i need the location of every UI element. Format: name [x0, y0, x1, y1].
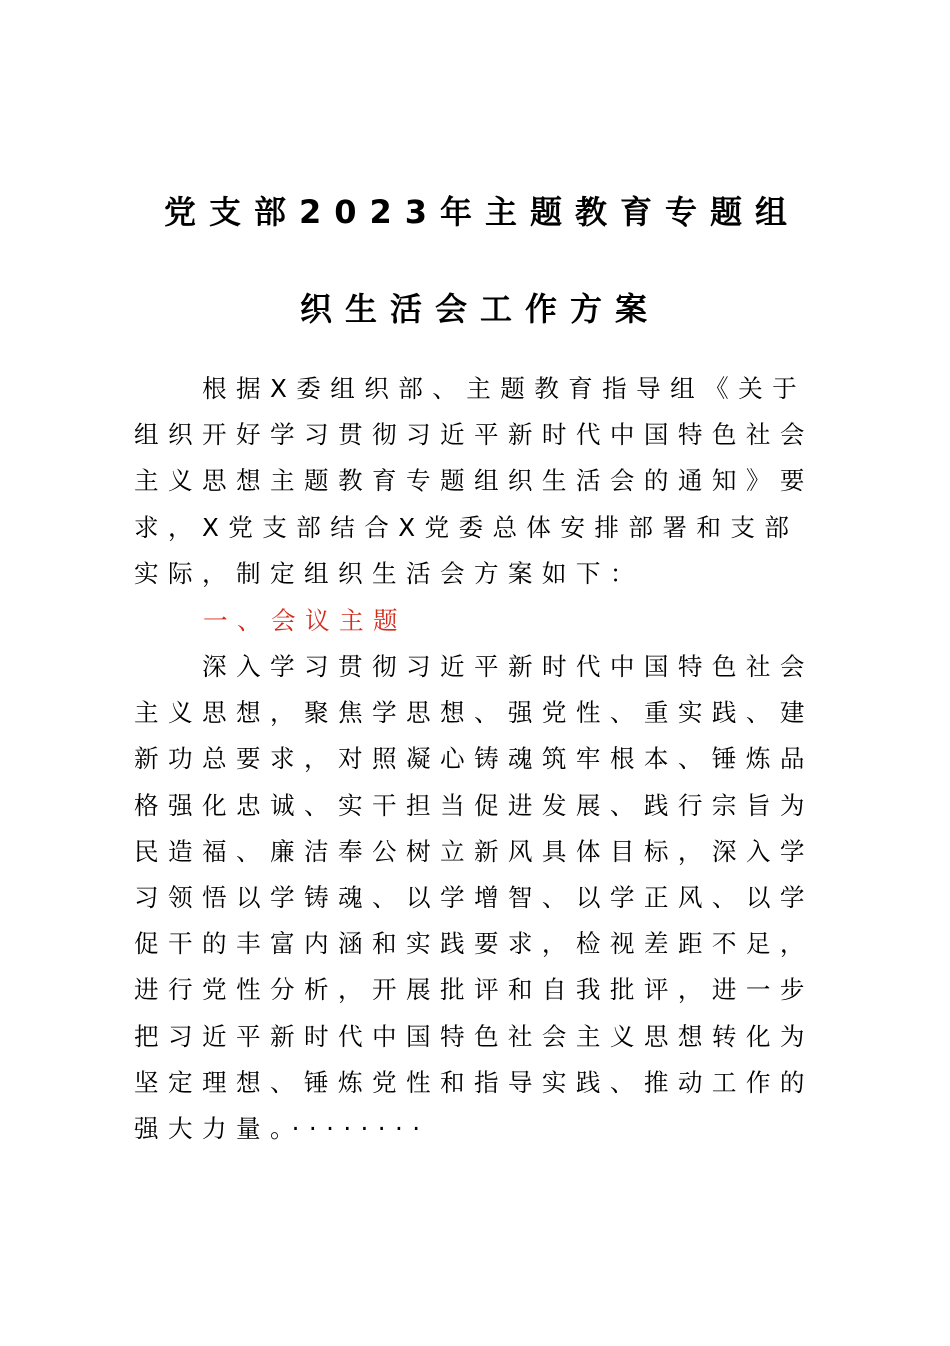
title-line-2: 织生活会工作方案: [299, 290, 660, 328]
section-heading-meeting-theme: 一、会议主题: [203, 606, 407, 635]
intro-paragraph: 根据X委组织部、主题教育指导组《关于组织开好学习贯彻习近平新时代中国特色社会主义思想主题教育专题组织生活会的通知》要求，X党支部结合X党委总体安排部署和支部实际，制定组织生活会方案如下：: [134, 374, 814, 588]
meeting-theme-paragraph: 深入学习贯彻习近平新时代中国特色社会主义思想，聚焦学思想、强党性、重实践、建新功总要求，对照凝心铸魂筑牢根本、锤炼品格强化忠诚、实干担当促进发展、践行宗旨为民造福、廉洁奉公树立新风具体目标，深入学习领悟以学铸魂、以学增智、以学正风、以学促干的丰富内涵和实践要求，检视差距不足，进行党性分析，开展批评和自我批评，进一步把习近平新时代中国特色社会主义思想转化为坚定理想、锤炼党性和指导实践、推动工作的强大力量。········: [134, 652, 814, 1144]
title-line-1: 党支部2023年主题教育专题组: [163, 193, 801, 231]
document-title: [0, 188, 950, 333]
